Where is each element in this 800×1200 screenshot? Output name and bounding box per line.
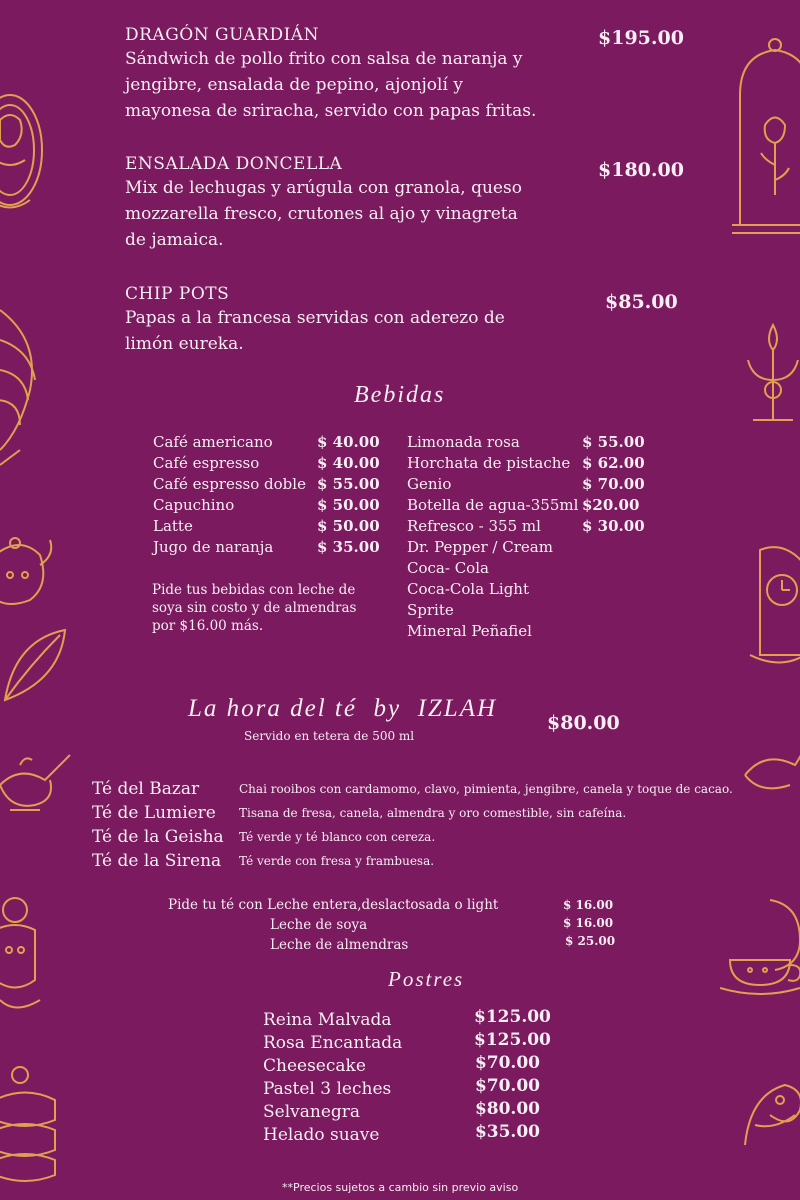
drink-price: $ 40.00	[317, 454, 380, 472]
milk-price: $ 25.00	[565, 934, 616, 948]
drink-name: Refresco - 355 ml	[407, 517, 541, 535]
dish-description: Mix de lechugas y arúgula con granola, queso mozzarella fresco, crutones al ajo y vinagreta de jamaica.	[125, 178, 522, 250]
drink-price: $ 62.00	[582, 454, 645, 472]
rose-bell-jar-icon	[730, 35, 800, 245]
dish-name: DRAGÓN GUARDIÁN	[125, 25, 319, 45]
candelabra-icon	[738, 320, 800, 430]
tea-description: Té verde con fresa y frambuesa.	[239, 854, 435, 868]
milk-price: $ 16.00	[563, 898, 614, 912]
dessert-name: Selvanegra	[263, 1102, 361, 1122]
mirror-icon	[0, 80, 60, 230]
tea-name: Té de la Sirena	[92, 851, 222, 871]
dessert-name: Pastel 3 leches	[263, 1079, 392, 1099]
milk-price: $ 16.00	[563, 916, 614, 930]
section-title-te: La hora del té by IZLAH	[188, 695, 498, 722]
milk-option: Pide tu té con Leche entera,deslactosada o light	[168, 897, 499, 913]
dish-name: ENSALADA DONCELLA	[125, 154, 343, 174]
drink-name: Café espresso	[153, 454, 260, 472]
drink-price: $ 55.00	[582, 433, 645, 451]
postres-prices	[474, 1006, 551, 1144]
dish-chip-pots	[125, 283, 595, 357]
tea-description: Té verde y té blanco con cereza.	[239, 830, 436, 844]
section-title-bebidas: Bebidas	[354, 382, 446, 408]
postres-names	[263, 1009, 402, 1147]
dish-description: Papas a la francesa servidas con aderezo de limón eureka.	[125, 308, 505, 354]
dessert-name: Cheesecake	[263, 1056, 366, 1076]
tea-name: Té del Bazar	[92, 779, 200, 799]
candelabra-icon	[0, 890, 55, 1020]
teacup-icon	[720, 890, 800, 1000]
drink-price: $ 50.00	[317, 517, 380, 535]
leaf-icon	[0, 620, 70, 710]
bebidas-milk-note: Pide tus bebidas con leche de soya sin costo y de almendras por $16.00 más.	[152, 582, 357, 634]
drink-name: Coca-Cola Light	[407, 580, 529, 598]
drink-name: Capuchino	[153, 496, 235, 514]
dish-dragon-guardian	[125, 24, 595, 124]
bebidas-left-names	[153, 432, 306, 558]
dish-name: CHIP POTS	[125, 284, 230, 304]
drink-name: Latte	[153, 517, 193, 535]
genie-lamp-icon	[740, 720, 800, 800]
cake-icon	[0, 1060, 70, 1190]
te-descriptions	[239, 777, 733, 873]
dessert-price: $35.00	[474, 1122, 540, 1142]
te-subtitle: Servido en tetera de 500 ml	[244, 729, 415, 743]
genie-lamp-icon	[0, 725, 75, 825]
bebidas-right-names	[407, 432, 578, 642]
drink-price: $ 30.00	[582, 517, 645, 535]
drink-name: Sprite	[407, 601, 454, 619]
tea-name: Té de la Geisha	[92, 827, 224, 847]
drink-price: $ 40.00	[317, 433, 380, 451]
dish-ensalada-doncella	[125, 153, 595, 253]
clock-icon	[740, 540, 800, 670]
drink-price: $20.00	[582, 496, 640, 514]
drink-name: Horchata de pistache	[407, 454, 571, 472]
dessert-price: $125.00	[474, 1007, 551, 1027]
dessert-name: Reina Malvada	[263, 1010, 392, 1030]
dessert-price: $125.00	[474, 1030, 551, 1050]
drink-name: Jugo de naranja	[153, 538, 274, 556]
milk-option: Leche de almendras	[270, 937, 409, 953]
drink-name: Dr. Pepper / Cream	[407, 538, 553, 556]
tea-description: Tisana de fresa, canela, almendra y oro comestible, sin cafeína.	[239, 806, 627, 820]
te-names	[92, 777, 224, 873]
dish-price: $195.00	[598, 27, 684, 49]
drink-price: $ 55.00	[317, 475, 380, 493]
drink-name: Café espresso doble	[153, 475, 306, 493]
teapot-icon	[0, 515, 55, 615]
dessert-price: $70.00	[474, 1053, 540, 1073]
tea-description: Chai rooibos con cardamomo, clavo, pimienta, jengibre, canela y toque de cacao.	[239, 782, 733, 796]
drink-price: $ 70.00	[582, 475, 645, 493]
dessert-price: $70.00	[474, 1076, 540, 1096]
dish-price: $85.00	[605, 291, 678, 313]
drink-name: Botella de agua-355ml	[407, 496, 579, 514]
bebidas-right-prices	[582, 432, 645, 537]
dish-price: $180.00	[598, 159, 684, 181]
dessert-name: Helado suave	[263, 1125, 380, 1145]
milk-option: Leche de soya	[270, 917, 368, 933]
drink-price: $ 35.00	[317, 538, 380, 556]
te-price: $80.00	[547, 712, 620, 734]
dessert-name: Rosa Encantada	[263, 1033, 403, 1053]
drink-name: Café americano	[153, 433, 273, 451]
dessert-price: $80.00	[474, 1099, 540, 1119]
tea-name: Té de Lumiere	[92, 803, 216, 823]
bebidas-left-prices	[317, 432, 380, 558]
feather-duster-icon	[0, 300, 60, 470]
drink-name: Mineral Peñafiel	[407, 622, 532, 640]
drink-name: Genio	[407, 475, 452, 493]
dish-description: Sándwich de pollo frito con salsa de naranja y jengibre, ensalada de pepino, ajonjolí y mayonesa de sriracha, servido con papas fritas.	[125, 49, 537, 121]
section-title-postres: Postres	[388, 967, 465, 991]
drink-price: $ 50.00	[317, 496, 380, 514]
drink-name: Coca- Cola	[407, 559, 489, 577]
flourish-icon	[735, 1065, 800, 1155]
drink-name: Limonada rosa	[407, 433, 520, 451]
footer-disclaimer: **Precios sujetos a cambio sin previo aviso	[282, 1181, 519, 1194]
